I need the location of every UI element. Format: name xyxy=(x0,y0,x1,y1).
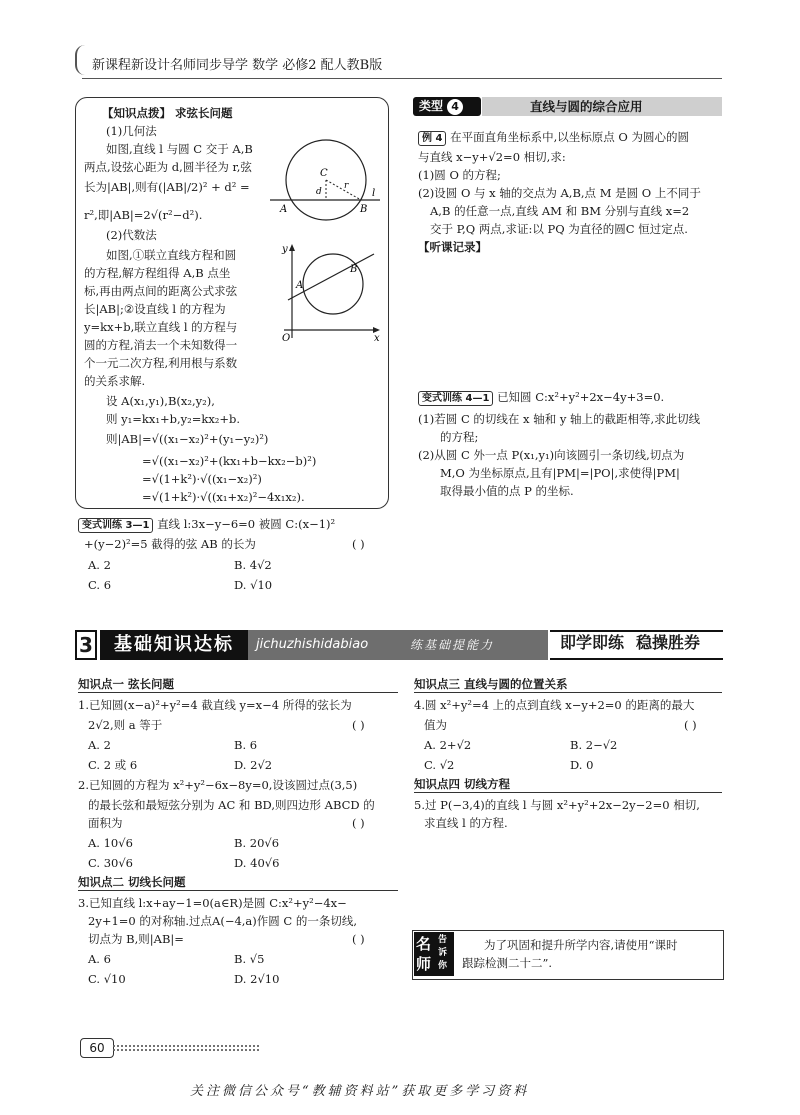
practice-4-1 xyxy=(418,388,664,406)
answer-paren: ( ) xyxy=(352,537,365,551)
question-4-line2: 值为 xyxy=(424,718,447,732)
practice-line: 的方程; xyxy=(440,430,479,444)
kb-line: =√(1+k²)·√((x₁−x₂)²) xyxy=(142,472,262,486)
label-x: x xyxy=(374,333,380,344)
q2-option-b: B. 20√6 xyxy=(234,836,280,850)
label-c: C xyxy=(320,168,328,179)
q4-option-b: B. 2−√2 xyxy=(570,738,618,752)
practice-text: 已知圆 C:x²+y²+2x−4y+3=0. xyxy=(497,390,665,404)
teacher-badge-small: 告诉你 xyxy=(438,935,448,971)
q1-option-c: C. 2 或 6 xyxy=(88,758,138,772)
kp3-rule xyxy=(414,692,722,693)
kb-line: 圆的方程,消去一个未知数得一 xyxy=(84,338,238,352)
lecture-record: 【听课记录】 xyxy=(418,240,487,254)
question-1: 1.已知圆(x−a)²+y²=4 截直线 y=x−4 所得的弦长为 xyxy=(78,698,352,712)
kb-line: 长为|AB|,则有(|AB|/2)² + d² = xyxy=(84,180,250,194)
option-d: D. √10 xyxy=(234,578,273,592)
answer-paren: ( ) xyxy=(684,718,697,732)
question-2: 2.已知圆的方程为 x²+y²−6x−8y=0,设该圆过点(3,5) xyxy=(78,778,358,792)
answer-paren: ( ) xyxy=(352,718,365,732)
kb-line: 标,再由两点间的距离公式求弦 xyxy=(84,284,238,298)
q2-option-a: A. 10√6 xyxy=(88,836,133,850)
practice-line: (1)若圆 C 的切线在 x 轴和 y 轴上的截距相等,求此切线 xyxy=(418,412,701,426)
banner-title: 基础知识达标 xyxy=(100,630,248,660)
kp4-rule xyxy=(414,792,722,793)
chord-figure xyxy=(268,132,383,230)
type-title: 直线与圆的综合应用 xyxy=(530,99,643,114)
kp2-heading: 知识点二 切线长问题 xyxy=(78,875,186,889)
practice-line: M,O 为坐标原点,且有|PM|=|PO|,求使得|PM| xyxy=(440,466,680,480)
answer-paren: ( ) xyxy=(352,816,365,830)
kb-line: 个一元二次方程,利用根与系数 xyxy=(84,356,238,370)
question-3-line2: 2y+1=0 的对称轴.过点A(−4,a)作圆 C 的一条切线, xyxy=(88,914,358,928)
practice-badge: 变式训练 3—1 xyxy=(78,518,153,533)
kb-line: 如图,直线 l 与圆 C 交于 A,B xyxy=(106,142,253,156)
practice-3-1-line2: +(y−2)²=5 截得的弦 AB 的长为 xyxy=(84,537,256,551)
kp4-heading: 知识点四 切线方程 xyxy=(414,777,511,791)
q3-option-a: A. 6 xyxy=(88,952,111,966)
label-l: l xyxy=(372,188,376,199)
example-line: (1)圆 O 的方程; xyxy=(418,168,501,182)
example-4 xyxy=(418,128,689,146)
teacher-badge-big: 名师 xyxy=(416,935,432,973)
type-badge xyxy=(413,97,481,116)
practice-line: (2)从圆 C 外一点 P(x₁,y₁)向该圆引一条切线,切点为 xyxy=(418,448,685,462)
question-5: 5.过 P(−3,4)的直线 l 与圆 x²+y²+2x−2y−2=0 相切, xyxy=(414,798,700,812)
question-3-line3: 切点为 B,则|AB|= xyxy=(88,932,184,946)
page-dots xyxy=(112,1044,260,1052)
q2-option-c: C. 30√6 xyxy=(88,856,133,870)
q3-option-b: B. √5 xyxy=(234,952,265,966)
answer-paren: ( ) xyxy=(352,932,365,946)
page-number: 60 xyxy=(80,1038,114,1058)
example-badge: 例 4 xyxy=(418,131,446,146)
teacher-tip-line1: 为了巩固和提升所学内容,请使用“课时 xyxy=(484,938,678,952)
banner-pinyin: jichuzhishidabiao xyxy=(248,630,548,660)
circle xyxy=(303,254,363,314)
q3-option-c: C. √10 xyxy=(88,972,126,986)
question-2-line2: 的最长弦和最短弦分别为 AC 和 BD,则四边形 ABCD 的 xyxy=(88,798,375,812)
label-b: B xyxy=(360,204,368,215)
kb-line: =√(1+k²)·√((x₁+x₂)²−4x₁x₂). xyxy=(142,490,305,504)
label-a2: A xyxy=(296,280,304,291)
knowledge-box-title: 【知识点拨】 求弦长问题 xyxy=(102,106,233,120)
practice-3-1 xyxy=(78,515,335,533)
label-o: O xyxy=(282,333,291,344)
question-3: 3.已知直线 l:x+ay−1=0(a∈R)是圆 C:x²+y²−4x− xyxy=(78,896,347,910)
kb-line: 两点,设弦心距为 d,圆半径为 r,弦 xyxy=(84,160,252,174)
kb-line: 的方程,解方程组得 A,B 点坐 xyxy=(84,266,231,280)
kb-line: (2)代数法 xyxy=(106,228,157,242)
header-rule xyxy=(82,78,722,79)
option-c: C. 6 xyxy=(88,578,112,592)
kp1-heading: 知识点一 弦长问题 xyxy=(78,677,175,691)
kp3-heading: 知识点三 直线与圆的位置关系 xyxy=(414,677,568,691)
kb-line: 设 A(x₁,y₁),B(x₂,y₂), xyxy=(106,394,215,408)
label-r: r xyxy=(344,181,349,191)
kb-line: =√((x₁−x₂)²+(kx₁+b−kx₂−b)²) xyxy=(142,454,317,468)
practice-badge: 变式训练 4—1 xyxy=(418,391,493,406)
teacher-badge xyxy=(414,932,454,976)
practice-line: 取得最小值的点 P 的坐标. xyxy=(440,484,574,498)
q1-option-a: A. 2 xyxy=(88,738,111,752)
type-number: 4 xyxy=(447,99,463,115)
question-1-line2: 2√2,则 a 等于 xyxy=(88,718,163,732)
question-2-line3: 面积为 xyxy=(88,816,123,830)
banner-right-1: 即学即练 xyxy=(560,633,625,652)
banner-right-2: 稳操胜券 xyxy=(636,633,701,652)
kb-line: 的关系求解. xyxy=(84,374,146,388)
header-bracket xyxy=(75,45,85,75)
q4-option-a: A. 2+√2 xyxy=(424,738,472,752)
q1-option-b: B. 6 xyxy=(234,738,258,752)
option-a: A. 2 xyxy=(88,558,111,572)
kp1-rule xyxy=(78,692,398,693)
q1-option-d: D. 2√2 xyxy=(234,758,273,772)
kb-line: (1)几何法 xyxy=(106,124,157,138)
q2-option-d: D. 40√6 xyxy=(234,856,280,870)
example-line: (2)设圆 O 与 x 轴的交点为 A,B,点 M 是圆 O 上不同于 xyxy=(418,186,701,200)
teacher-tip-line2: 跟踪检测二十二”. xyxy=(462,956,553,970)
y-arrow xyxy=(289,244,295,251)
example-line: A,B 的任意一点,直线 AM 和 BM 分别与直线 x=2 xyxy=(430,204,690,218)
banner-slogan: 练基础提能力 xyxy=(410,638,495,652)
option-b: B. 4√2 xyxy=(234,558,272,572)
label-y: y xyxy=(282,244,288,255)
kb-line: 则 y₁=kx₁+b,y₂=kx₂+b. xyxy=(106,412,241,426)
question-4: 4.圆 x²+y²=4 上的点到直线 x−y+2=0 的距离的最大 xyxy=(414,698,695,712)
kb-line: r²,即|AB|=2√(r²−d²). xyxy=(84,208,203,222)
kb-line: 长|AB|;②设直线 l 的方程为 xyxy=(84,302,226,316)
banner-number: 3 xyxy=(75,630,97,660)
kb-line: 如图,①联立直线方程和圆 xyxy=(106,248,237,262)
question-5-line2: 求直线 l 的方程. xyxy=(424,816,508,830)
kb-line: y=kx+b,联立直线 l 的方程与 xyxy=(84,320,238,334)
example-line: 交于 P,Q 两点,求证:以 PQ 为直径的圆C 恒过定点. xyxy=(430,222,688,236)
q4-option-d: D. 0 xyxy=(570,758,594,772)
header-title: 新课程新设计名师同步导学 数学 必修2 配人教B版 xyxy=(92,58,383,73)
label-b2: B xyxy=(350,264,358,275)
example-line: 与直线 x−y+√2=0 相切,求: xyxy=(418,150,566,164)
kb-line: 则|AB|=√((x₁−x₂)²+(y₁−y₂)²) xyxy=(106,432,269,446)
practice-text: 直线 l:3x−y−6=0 被圆 C:(x−1)² xyxy=(157,517,336,531)
example-text: 在平面直角坐标系中,以坐标原点 O 为圆心的圆 xyxy=(450,130,690,144)
kp2-rule xyxy=(78,890,398,891)
q3-option-d: D. 2√10 xyxy=(234,972,280,986)
label-a: A xyxy=(280,204,288,215)
axes-figure xyxy=(278,240,383,345)
q4-option-c: C. √2 xyxy=(424,758,455,772)
type-badge-label: 类型 xyxy=(419,99,444,113)
label-d: d xyxy=(316,187,322,197)
footer-note: 关注微信公众号“教辅资料站”获取更多学习资料 xyxy=(190,1084,530,1099)
